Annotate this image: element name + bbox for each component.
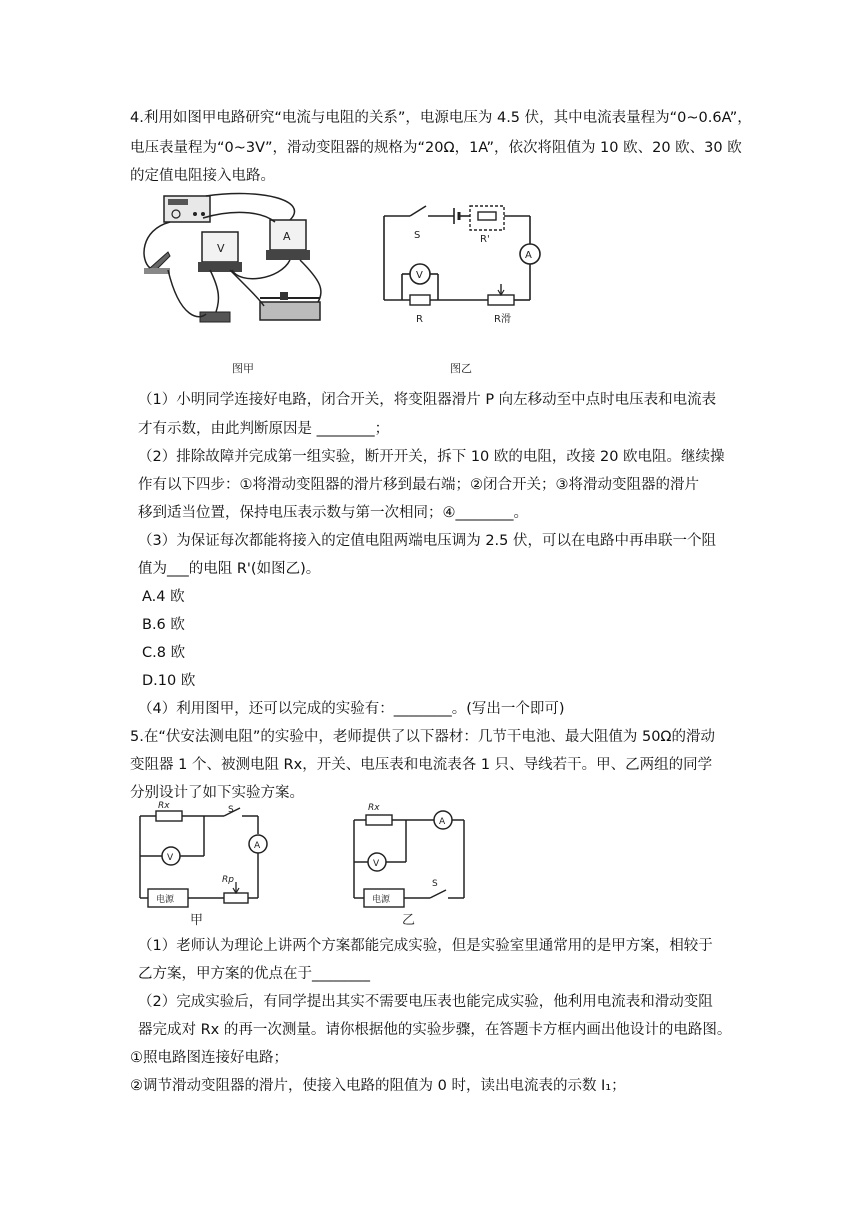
q5-p1-line-2: 乙方案，甲方案的优点在于________: [138, 966, 370, 982]
q4-p3-line-2: 值为___的电阻 R'(如图乙)。: [138, 561, 321, 577]
q4-option-a: A.4 欧: [142, 589, 185, 605]
q5-jia-label-s: S: [228, 805, 234, 815]
q4-fig-yi-label-s: S: [414, 230, 421, 241]
q5-jia-label-a: A: [254, 841, 261, 851]
q5-p1-line-1: （1）老师认为理论上讲两个方案都能完成实验，但是实验室里通常用的是甲方案，相较于: [138, 938, 713, 954]
q4-fig-yi-label-r: R: [416, 314, 423, 325]
q4-option-b: B.6 欧: [142, 617, 185, 633]
q5-intro-line-2: 变阻器 1 个、被测电阻 Rx，开关、电压表和电流表各 1 只、导线若干。甲、乙两组的同学: [130, 757, 713, 773]
q5-figure-jia-schematic: [132, 800, 282, 930]
q4-intro-line-3: 的定值电阻接入电路。: [130, 168, 275, 184]
q5-yi-label-rx: Rx: [368, 803, 380, 813]
q5-step-1: ①照电路图连接好电路；: [130, 1050, 288, 1066]
q4-p3-line-1: （3）为保证每次都能将接入的定值电阻两端电压调为 2.5 伏，可以在电路中再串联一个阻: [138, 533, 716, 549]
q5-jia-caption: 甲: [190, 913, 204, 928]
q5-p2-line-2: 器完成对 Rx 的再一次测量。请你根据他的实验步骤，在答题卡方框内画出他设计的电路图。: [138, 1022, 732, 1038]
q5-jia-label-rx: Rx: [158, 801, 170, 811]
q4-p1-line-1: （1）小明同学连接好电路，闭合开关，将变阻器滑片 P 向左移动至中点时电压表和电流表: [138, 392, 717, 408]
svg-text:A: A: [283, 230, 291, 243]
q5-yi-label-source: 电源: [372, 895, 391, 905]
q4-figure-yi-schematic: [370, 200, 550, 380]
q4-p4-line: （4）利用图甲，还可以完成的实验有：________。(写出一个即可): [138, 701, 565, 717]
q4-p1-line-2: 才有示数，由此判断原因是 ________；: [138, 421, 390, 437]
q5-yi-label-s: S: [432, 879, 438, 889]
q4-p2-line-2: 作有以下四步：①将滑动变阻器的滑片移到最右端；②闭合开关；③将滑动变阻器的滑片: [138, 477, 699, 493]
q4-fig-yi-label-r-slide: R滑: [494, 314, 511, 325]
q4-figure-jia-apparatus: [140, 190, 350, 380]
q4-intro-line-2: 电压表量程为“0~3V”，滑动变阻器的规格为“20Ω，1A”，依次将阻值为 10 欧、20 欧、30 欧: [130, 140, 742, 156]
q5-yi-label-a: A: [439, 817, 446, 827]
q5-jia-label-rp: Rp: [222, 875, 234, 885]
q5-yi-label-v: V: [373, 859, 380, 869]
q4-fig-yi-label-a: A: [525, 250, 532, 261]
q4-fig-yi-label-r-prime: R': [480, 234, 490, 245]
q5-figure-yi-schematic: [346, 800, 476, 930]
q5-intro-line-1: 5.在“伏安法测电阻”的实验中，老师提供了以下器材：几节干电池、最大阻值为 50Ω的滑动: [130, 729, 715, 745]
q5-jia-label-v: V: [167, 853, 174, 863]
q4-option-c: C.8 欧: [142, 645, 186, 661]
q5-p2-line-1: （2）完成实验后，有同学提出其实不需要电压表也能完成实验，他利用电流表和滑动变阻: [138, 994, 713, 1010]
q5-jia-label-source: 电源: [156, 895, 175, 905]
q4-option-d: D.10 欧: [142, 673, 196, 689]
q5-yi-caption: 乙: [402, 913, 416, 928]
svg-text:V: V: [217, 242, 225, 255]
q4-figure-jia-caption: 图甲: [232, 362, 254, 375]
q4-figure-yi-caption: 图乙: [450, 362, 472, 375]
q4-intro-line-1: 4.利用如图甲电路研究“电流与电阻的关系”，电源电压为 4.5 伏，其中电流表量程为“0~0.6A”，: [130, 110, 752, 126]
q5-step-2: ②调节滑动变阻器的滑片，使接入电路的阻值为 0 时，读出电流表的示数 I₁；: [130, 1078, 626, 1094]
q4-p2-line-3: 移到适当位置，保持电压表示数与第一次相同；④________。: [138, 505, 528, 521]
q4-p2-line-1: （2）排除故障并完成第一组实验，断开开关，拆下 10 欧的电阻，改接 20 欧电阻。继续操: [138, 449, 725, 465]
q5-intro-line-3: 分别设计了如下实验方案。: [130, 785, 304, 801]
q4-fig-yi-label-v: V: [416, 270, 423, 281]
